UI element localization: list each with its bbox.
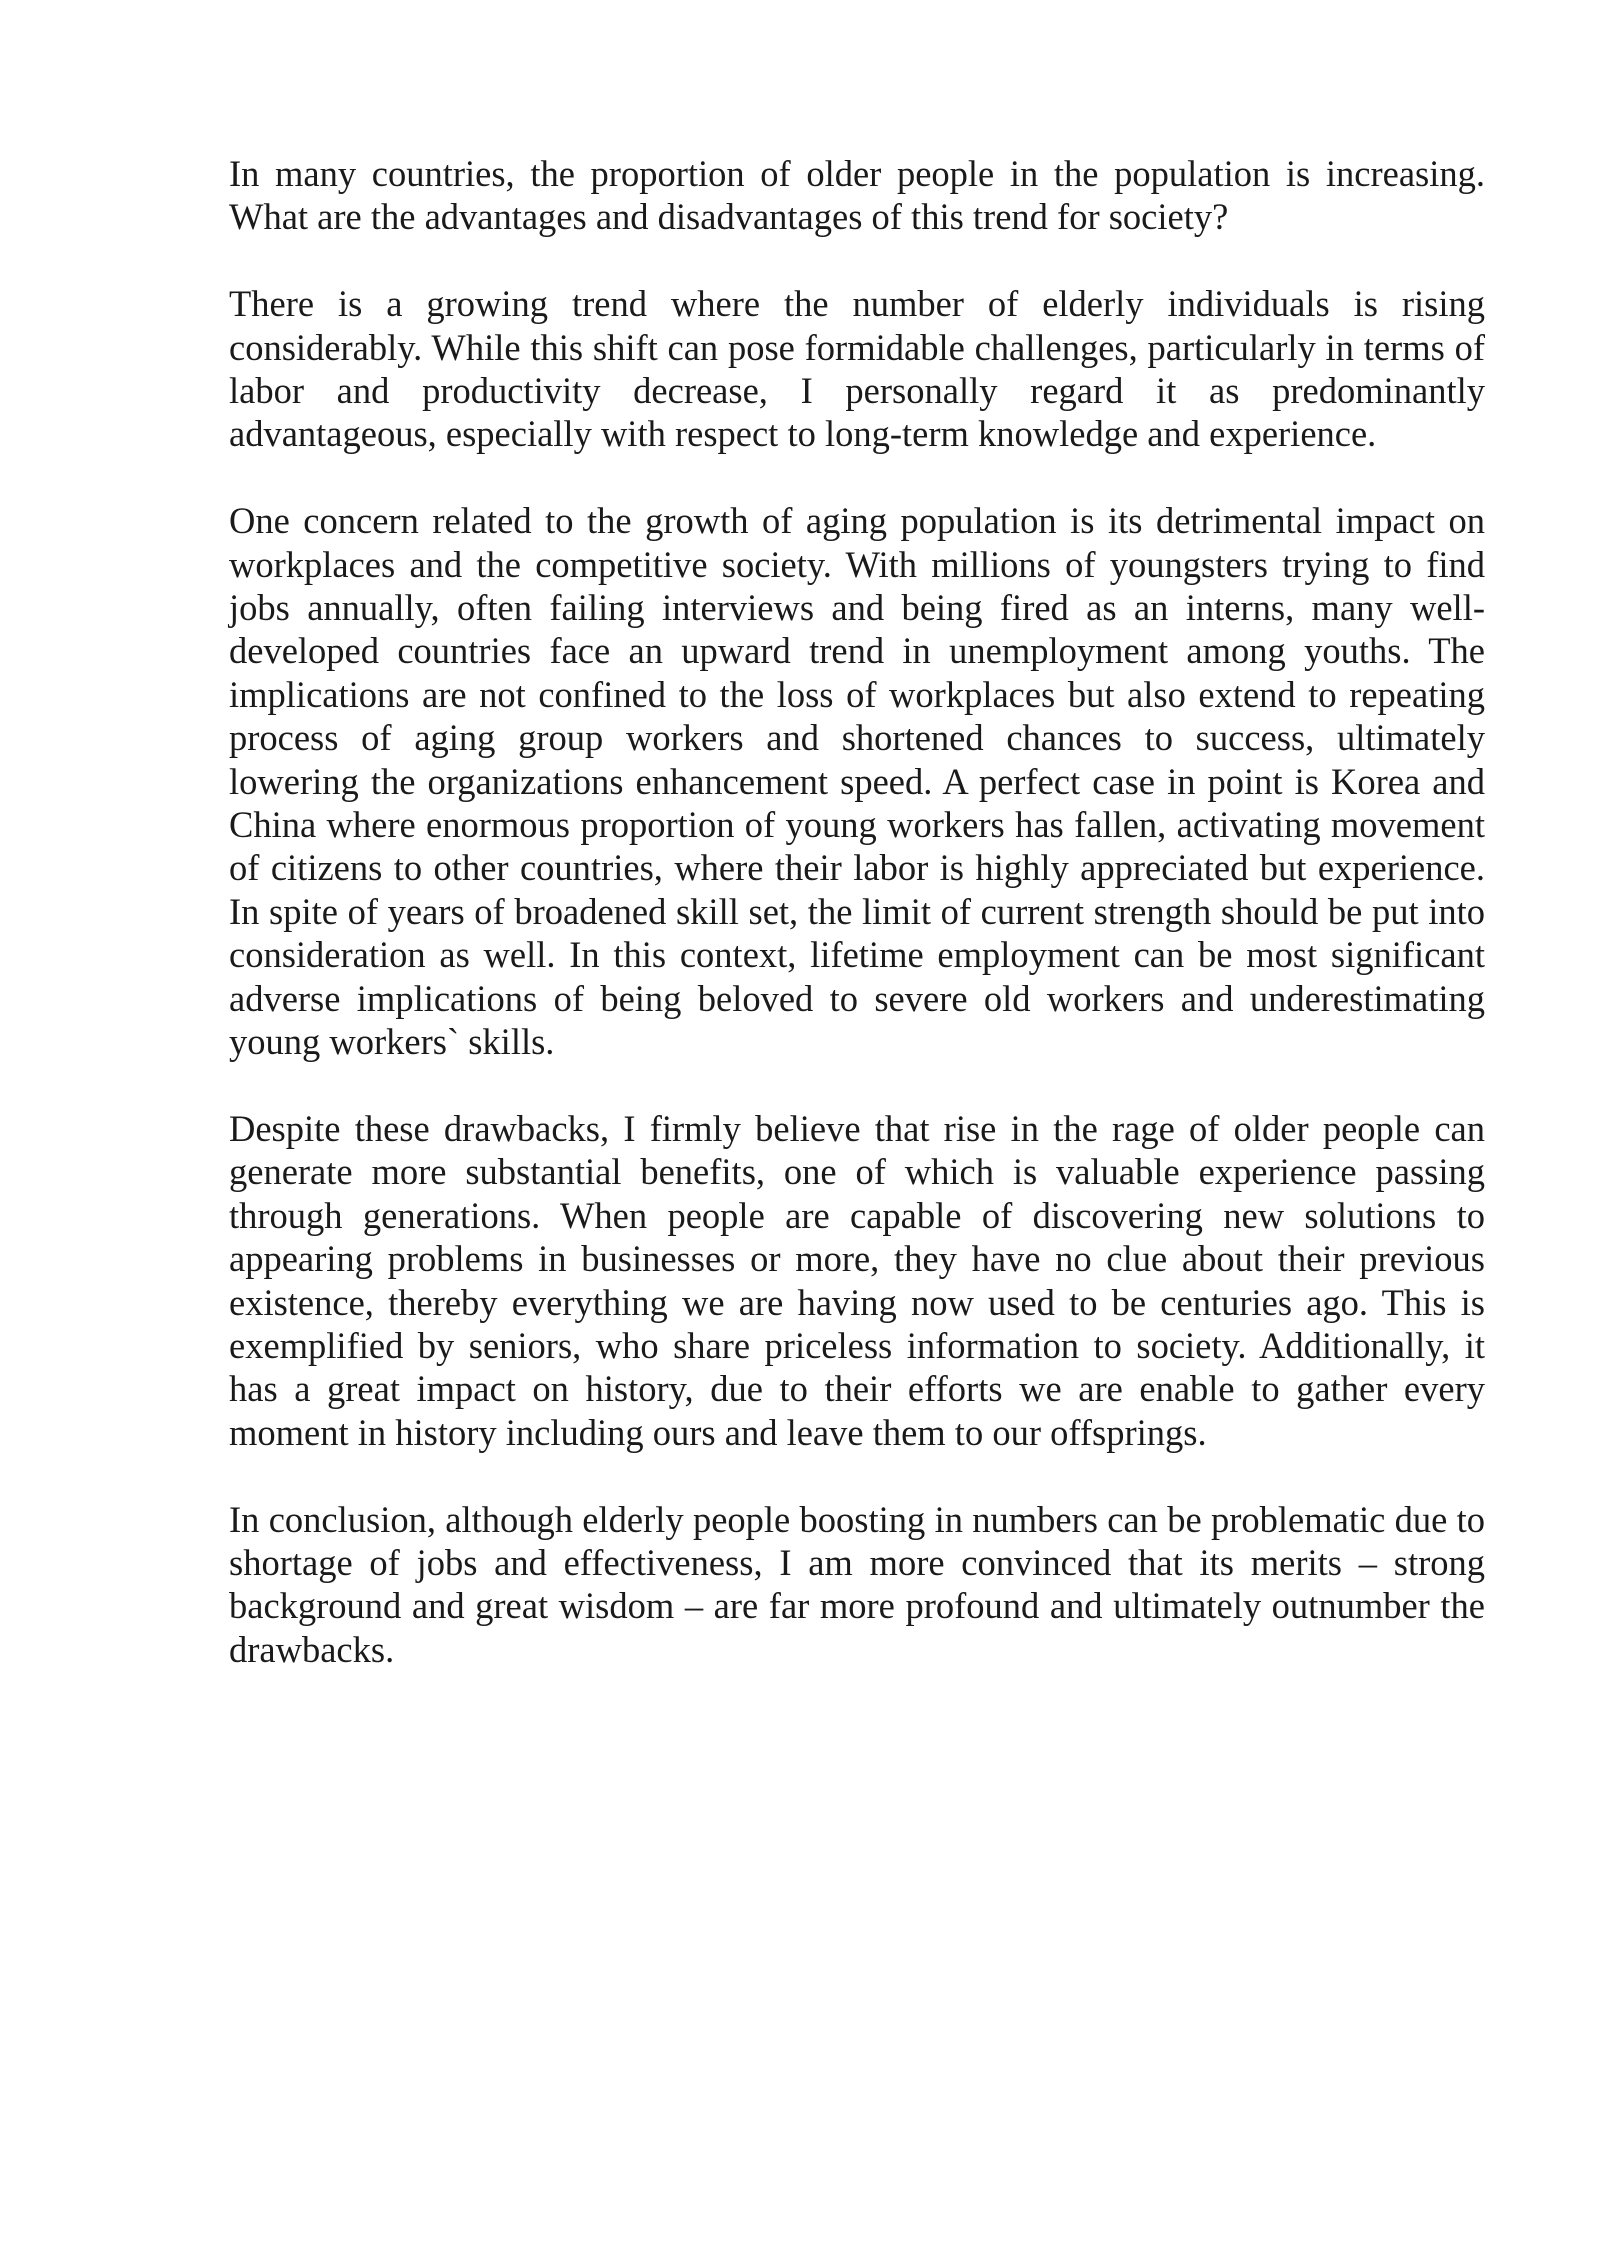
introduction-paragraph: There is a growing trend where the number of elderly individuals is rising considerably. While this shift can pose formidable challenges, particularly in terms of labor and productivity decrease, I personally regard it as predominantly advantageous, especially with respect to long-term knowledge and experience. [229,283,1485,455]
essay-prompt: In many countries, the proportion of older people in the population is increasing. What are the advantages and disadvantages of this trend for society? [229,153,1485,238]
conclusion-paragraph: In conclusion, although elderly people boosting in numbers can be problematic due to shortage of jobs and effectiveness, I am more convinced that its merits – strong background and great wisdom – are far more profound and ultimately outnumber the drawbacks. [229,1498,1485,1670]
essay-body [229,152,1485,1671]
disadvantages-paragraph: One concern related to the growth of aging population is its detrimental impact on workplaces and the competitive society. With millions of youngsters trying to find jobs annually, often failing interviews and being fired as an interns, many well-developed countries face an upward trend in unemployment among youths. The implications are not confined to the loss of workplaces but also extend to repeating process of aging group workers and shortened chances to success, ultimately lowering the organizations enhancement speed. A perfect case in point is Korea and China where enormous proportion of young workers has fallen, activating movement of citizens to other countries, where their labor is highly appreciated but experience. In spite of years of broadened skill set, the limit of current strength should be put into consideration as well. In this context, lifetime employment can be most significant adverse implications of being beloved to severe old workers and underestimating young workers` skills. [229,500,1485,1063]
advantages-paragraph: Despite these drawbacks, I firmly believe that rise in the rage of older people can generate more substantial benefits, one of which is valuable experience passing through generations. When people are capable of discovering new solutions to appearing problems in businesses or more, they have no clue about their previous existence, thereby everything we are having now used to be centuries ago. This is exemplified by seniors, who share priceless information to society. Additionally, it has a great impact on history, due to their efforts we are enable to gather every moment in history including ours and leave them to our offsprings. [229,1107,1485,1453]
